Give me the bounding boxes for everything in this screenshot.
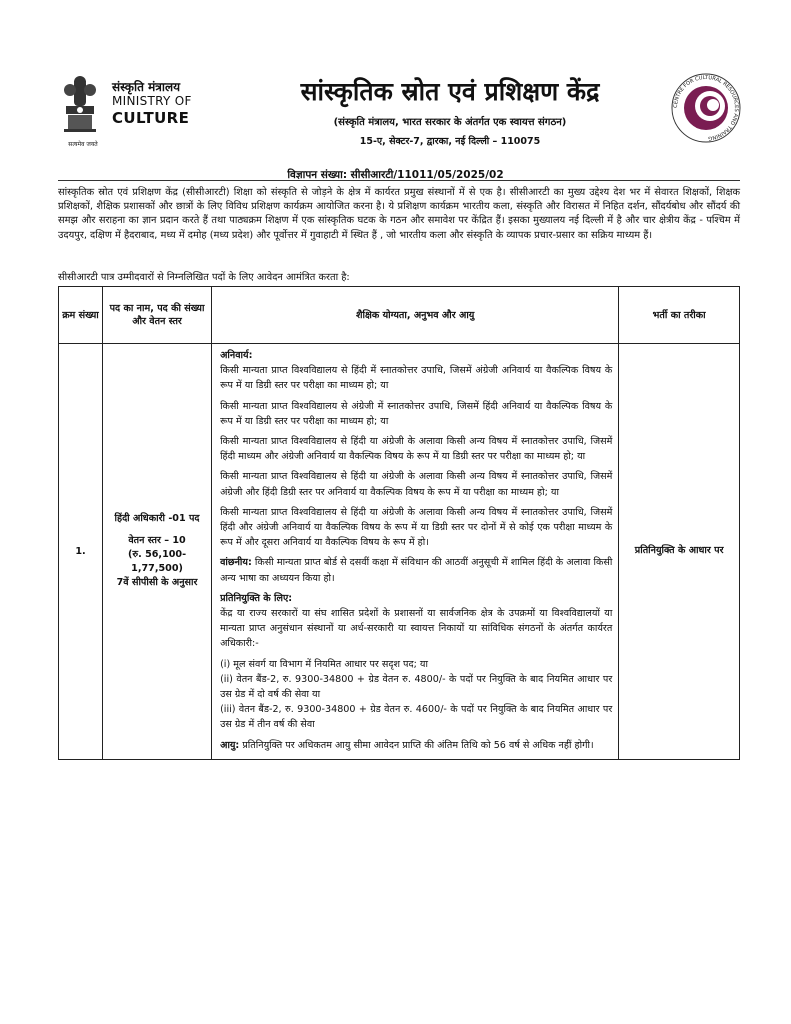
- ministry-name-line1: MINISTRY OF: [112, 94, 192, 108]
- deputation-heading: प्रतिनियुक्ति के लिए:: [220, 592, 293, 604]
- age-text: प्रतिनियुक्ति पर अधिकतम आयु सीमा आवेदन प्राप्ति की अंतिम तिथि को 56 वर्ष से अधिक नहीं होगी।: [242, 739, 594, 751]
- ministry-name-hindi: संस्कृति मंत्रालय: [112, 80, 181, 94]
- emblem-motto: सत्यमेव जयते: [68, 141, 98, 148]
- cpc-note: 7वें सीपीसी के अनुसार: [116, 577, 198, 589]
- essential-item: किसी मान्यता प्राप्त विश्वविद्यालय से हिंदी या अंग्रेजी के अलावा किसी अन्य विषय में स्नातकोत्तर उपाधि, जिसमें अंग्रेजी और हिंदी डिग्री स्तर पर अनिवार्य या वैकल्पिक विषय के रूप में या परीक्षा का माध्यम हो; या: [220, 471, 613, 498]
- post-name: हिंदी अधिकारी -01 पद: [114, 513, 200, 525]
- essential-item: किसी मान्यता प्राप्त विश्वविद्यालय से अंग्रेजी में स्नातकोत्तर उपाधि, जिसमें हिंदी अनिवार्य या वैकल्पिक विषय के रूप में या डिग्री स्तर पर परीक्षा का माध्यम हो; या: [220, 400, 613, 427]
- national-emblem-icon: [60, 74, 100, 140]
- header-post: पद का नाम, पद की संख्या और वेतन स्तर: [102, 287, 211, 344]
- deputation-intro: केंद्र या राज्य सरकारों या संघ शासित प्रदेशों के प्रशासनों या सार्वजनिक क्षेत्र के उपक्रमों या विश्वविद्यालयों या मान्यता प्राप्त अनुसंधान संस्थानों या अर्ध-सरकारी या स्वायत्त निकायों या सांविधिक संगठनों के अंतर्गत कार्यरत अधिकारी:-: [220, 608, 613, 650]
- divider: [58, 180, 740, 181]
- table-row: [59, 344, 740, 760]
- posts-table: [58, 286, 740, 760]
- age-block: [220, 738, 612, 753]
- header-method: भर्ती का तरीका: [619, 287, 740, 344]
- header-qualification: शैक्षिक योग्यता, अनुभव और आयु: [212, 287, 619, 344]
- advertisement-number: विज्ञापन संख्या: सीसीआरटी/11011/05/2025/02: [287, 169, 504, 181]
- org-subtitle: (संस्कृति मंत्रालय, भारत सरकार के अंतर्गत एक स्वायत्त संगठन): [333, 117, 567, 128]
- qualification-cell: [212, 344, 619, 760]
- desirable-block: [220, 555, 612, 585]
- ccrt-logo-icon: [670, 72, 742, 144]
- deputation-item: (ii) वेतन बैंड-2, रु. 9300-34800 + ग्रेड वेतन रु. 4800/- के पदों पर नियुक्ति के बाद नियमित आधार पर उस ग्रेड में दो वर्ष की सेवा या: [220, 673, 613, 701]
- org-address: 15-ए, सेक्टर-7, द्वारका, नई दिल्ली – 110075: [359, 136, 541, 147]
- organisation-block: [250, 70, 650, 147]
- recruitment-method: प्रतिनियुक्ति के आधार पर: [619, 344, 740, 760]
- table-header-row: [59, 287, 740, 344]
- invite-line: सीसीआरटी पात्र उम्मीदवारों से निम्नलिखित पदों के लिए आवेदन आमंत्रित करता है:: [58, 272, 350, 283]
- pay-level: वेतन स्तर – 10: [128, 535, 186, 547]
- deputation-item: (iii) वेतन बैंड-2, रु. 9300-34800 + ग्रेड वेतन रु. 4600/- के पदों पर नियुक्ति के बाद नियमित आधार पर उस ग्रेड में तीन वर्ष की सेवा: [220, 704, 613, 731]
- post-cell: [102, 344, 211, 760]
- ministry-name-line2: CULTURE: [112, 109, 190, 127]
- letterhead: [58, 70, 740, 162]
- row-sno: 1.: [59, 344, 103, 760]
- essential-heading: अनिवार्य:: [220, 350, 253, 361]
- org-title: सांस्कृतिक स्रोत एवं प्रशिक्षण केंद्र: [300, 77, 600, 106]
- intro-paragraph: सांस्कृतिक स्रोत एवं प्रशिक्षण केंद्र (सीसीआरटी) शिक्षा को संस्कृति से जोड़ने के क्षेत्र में कार्यरत प्रमुख संस्थानों में से एक है। सीसीआरटी का मुख्य उद्देश्य देश भर में सेवारत शिक्षकों, शिक्षक प्रशिक्षकों, शैक्षिक प्रशासकों और छात्रों के लिए विविध प्रशिक्षण कार्यक्रम आयोजित करना है। ये प्रशिक्षण कार्यक्रम भारतीय कला, संस्कृति और विरासत में निहित दर्शन, सौंदर्यबोध और सौंदर्य की समझ और सराहना का ज्ञान प्रदान करते हैं तथा पाठ्यक्रम शिक्षण में एक सांस्कृतिक घटक के गठन और समावेश पर केंद्रित हैं। इसका मुख्यालय नई दिल्ली में है और चार क्षेत्रीय केंद्र - पश्चिम में उदयपुर, दक्षिण में हैदराबाद, मध्य में दमोह (मध्य प्रदेश) और पूर्वोत्तर में गुवाहाटी में स्थित हैं , जो भारतीय कला और संस्कृति के व्यापक प्रचार-प्रसार का सक्रिय माध्यम हैं।: [58, 187, 740, 241]
- age-heading: आयु:: [220, 739, 240, 751]
- ministry-block: [58, 70, 248, 160]
- desirable-heading: वांछनीय:: [220, 557, 252, 569]
- essential-item: किसी मान्यता प्राप्त विश्वविद्यालय से हिंदी में स्नातकोत्तर उपाधि, जिसमें अंग्रेजी अनिवार्य या वैकल्पिक विषय के रूप में या डिग्री स्तर पर परीक्षा का माध्यम हो; या: [220, 365, 613, 392]
- header-sno: क्रम संख्या: [59, 287, 103, 344]
- essential-item: किसी मान्यता प्राप्त विश्वविद्यालय से हिंदी या अंग्रेजी के अलावा किसी अन्य विषय में स्नातकोत्तर उपाधि, जिसमें हिंदी माध्यम और अंग्रेजी अनिवार्य या वैकल्पिक विषय के रूप में या डिग्री स्तर पर परीक्षा का माध्यम हो; या: [220, 436, 613, 463]
- deputation-item: (i) मूल संवर्ग या विभाग में नियमित आधार पर सदृश पद; या: [220, 658, 428, 670]
- essential-item: किसी मान्यता प्राप्त विश्वविद्यालय से हिंदी या अंग्रेजी के अलावा किसी अन्य विषय में स्नातकोत्तर उपाधि, जिसमें हिंदी और अंग्रेजी अनिवार्य या वैकल्पिक विषय के रूप में या डिग्री स्तर पर दोनों में से कोई एक परीक्षा माध्यम के रूप में और दूसरा अनिवार्य या वैकल्पिक विषय के रूप में हो।: [220, 506, 613, 549]
- desirable-text: किसी मान्यता प्राप्त बोर्ड से दसवीं कक्षा में संविधान की आठवीं अनुसूची में शामिल हिंदी के अलावा किसी अन्य भाषा का अध्ययन किया हो।: [220, 557, 613, 584]
- pay-range: (रु. 56,100-1,77,500): [127, 549, 187, 575]
- logo-ring-text: CENTRE FOR CULTURAL RESOURCES AND TRAINING: [672, 74, 740, 141]
